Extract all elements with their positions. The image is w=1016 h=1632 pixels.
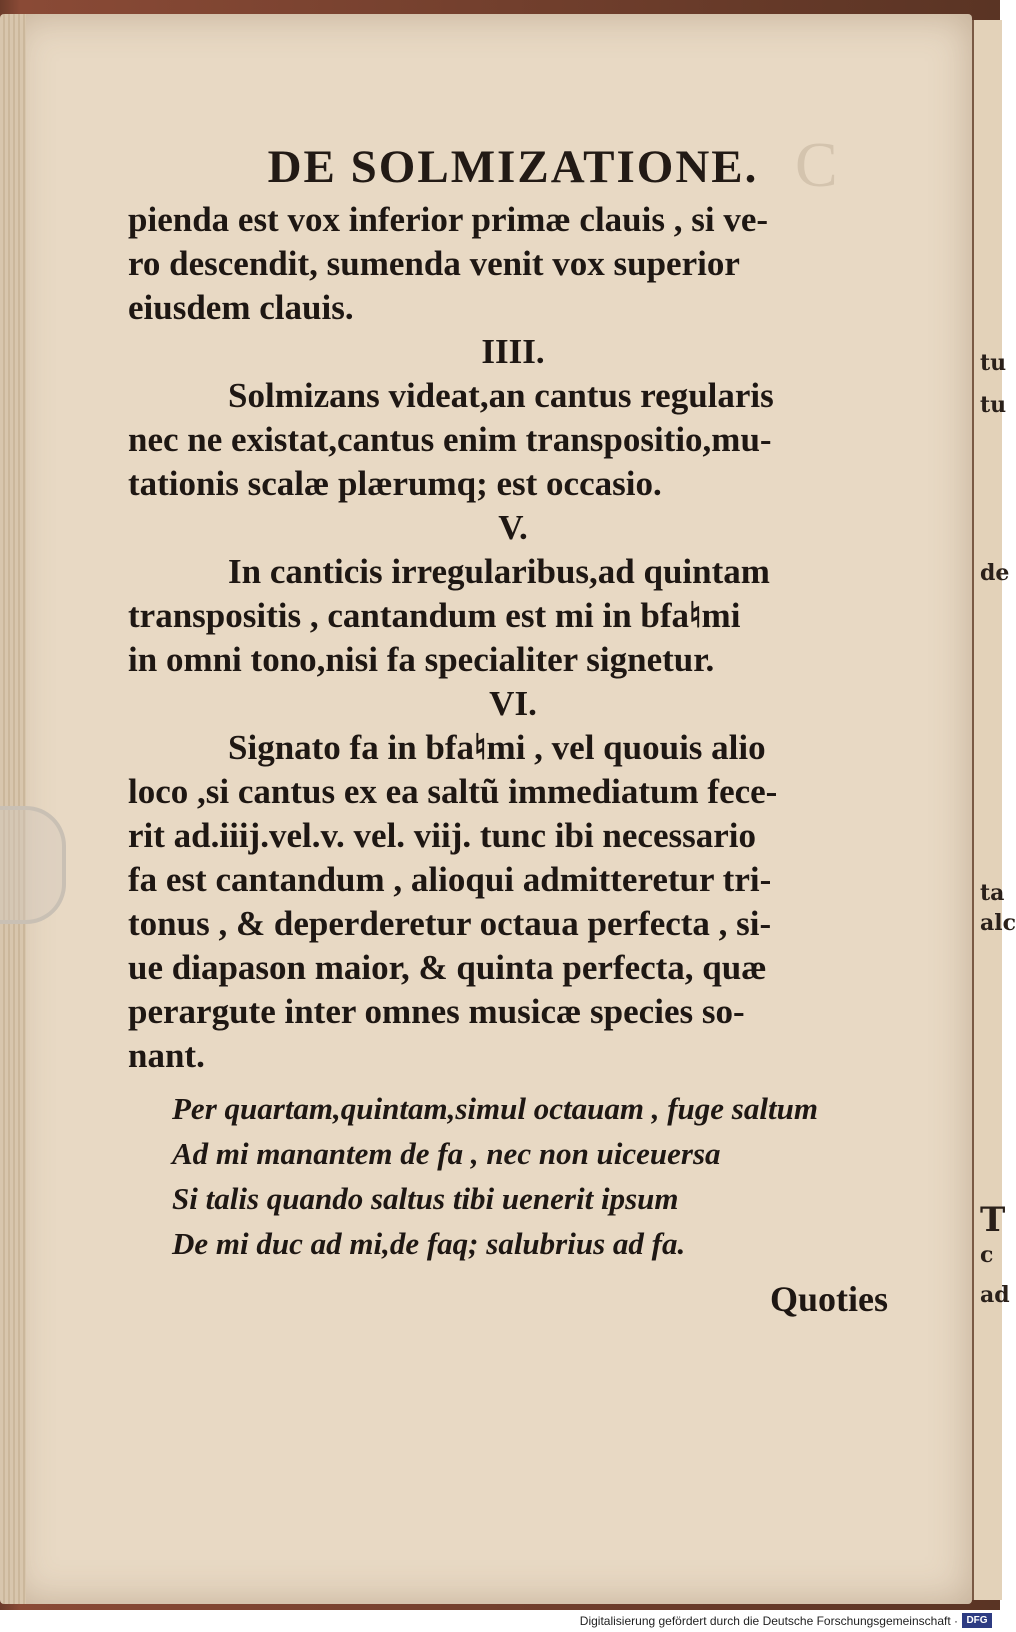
facing-page-fragment: T [980, 1200, 1006, 1240]
text-line: Signato fa in bfa♮mi , vel quouis alio [228, 728, 766, 767]
footer-bar [0, 1610, 1000, 1632]
text-body [128, 198, 898, 1078]
facing-page-fragment: tu [980, 350, 1007, 376]
facing-page-edge [972, 20, 1016, 1600]
dfg-logo: DFG [962, 1613, 992, 1628]
bleed-through-mark: C [795, 129, 838, 200]
verse-line: De mi duc ad mi,de faq; salubrius ad fa. [172, 1226, 686, 1261]
text-line: perargute inter omnes musicæ species so- [128, 992, 745, 1031]
page-content [128, 140, 898, 1320]
catchword: Quoties [769, 1279, 888, 1319]
verse-line: Ad mi manantem de fa , nec non uiceuersa [172, 1136, 721, 1171]
paragraph [128, 550, 898, 682]
text-line: nant. [128, 1036, 205, 1075]
paragraph [128, 374, 898, 506]
facing-page-fragment: ta [980, 880, 1005, 906]
text-line: tationis scalæ plærumq; est occasio. [128, 464, 662, 503]
text-line: transpositis , cantandum est mi in bfa♮mi [128, 596, 741, 635]
text-line: nec ne existat,cantus enim transpositio,mu- [128, 420, 772, 459]
facing-page-fragment: tu [980, 392, 1007, 418]
text-line: fa est cantandum , alioqui admitteretur tri- [128, 860, 772, 899]
section-numeral: IIII. [481, 332, 545, 371]
facing-page-fragment: de [980, 560, 1010, 586]
text-line: Solmizans videat,an cantus regularis [228, 376, 774, 415]
paragraph [128, 198, 898, 330]
facing-page-fragment: alc [980, 910, 1016, 936]
text-line: pienda est vox inferior primæ clauis , si ve- [128, 200, 769, 239]
text-line: in omni tono,nisi fa specialiter signetur. [128, 640, 715, 679]
facing-page-fragment: c [980, 1242, 994, 1268]
footer-credit: Digitalisierung gefördert durch die Deutsche Forschungsgemeinschaft · [579, 1614, 958, 1628]
text-line: eiusdem clauis. [128, 288, 354, 327]
text-line: ro descendit, sumenda venit vox superior [128, 244, 740, 283]
paragraph [128, 726, 898, 1078]
text-line: loco ,si cantus ex ea saltũ immediatum fece- [128, 772, 778, 811]
text-line: rit ad.iiij.vel.v. vel. viij. tunc ibi necessario [128, 816, 757, 855]
verse-line: Si talis quando saltus tibi uenerit ipsum [172, 1181, 679, 1216]
section-numeral: VI. [489, 684, 537, 723]
verse [128, 1086, 898, 1266]
page-clip [0, 806, 66, 924]
text-line: tonus , & deperderetur octaua perfecta , si- [128, 904, 772, 943]
verse-line: Per quartam,quintam,simul octauam , fuge saltum [172, 1091, 818, 1126]
page-title: DE SOLMIZATIONE. [267, 141, 759, 193]
section-numeral: V. [498, 508, 528, 547]
text-line: In canticis irregularibus,ad quintam [228, 552, 770, 591]
facing-page-fragment: ad [980, 1282, 1010, 1308]
text-line: ue diapason maior, & quinta perfecta, quæ [128, 948, 767, 987]
